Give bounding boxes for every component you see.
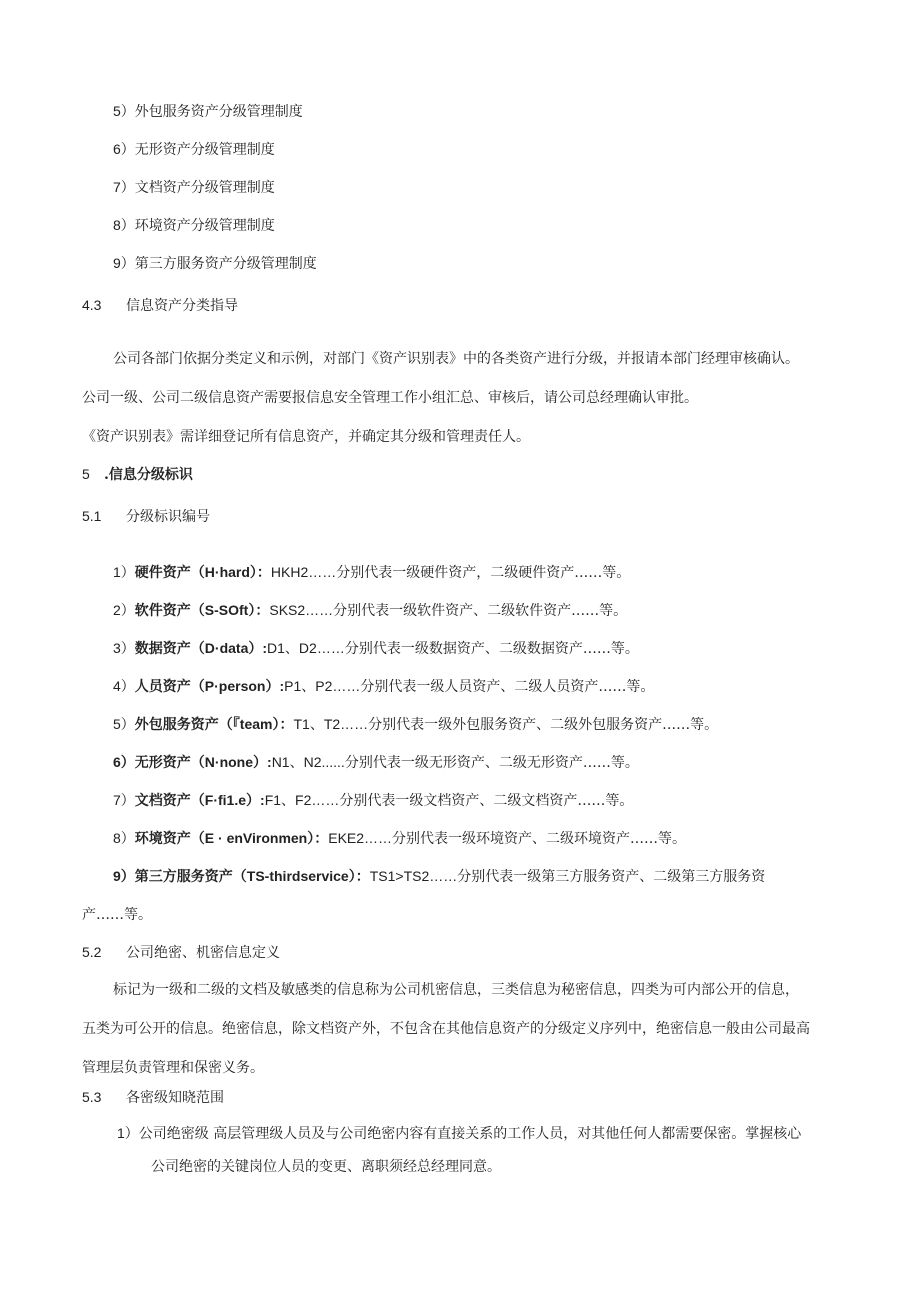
code-item: 7）文档资产（F·fi1.e）:F1、F2……分别代表一级文档资产、二级文档资产……等。 bbox=[113, 792, 634, 809]
paragraph-line: 标记为一级和二级的文档及敏感类的信息称为公司机密信息，三类信息为秘密信息，四类为可内部公开的信息， bbox=[113, 982, 799, 998]
code-item: 8）环境资产（E · enVironmen）：EKE2……分别代表一级环境资产、二级环境资产……等。 bbox=[113, 830, 687, 847]
paragraph-line: 五类为可公开的信息。绝密信息，除文档资产外，不包含在其他信息资产的分级定义序列中，绝密信息一般由公司最高 bbox=[82, 1021, 810, 1037]
list-item: 6）无形资产分级管理制度 bbox=[113, 141, 275, 158]
paragraph-line: 公司各部门依据分类定义和示例，对部门《资产识别表》中的各类资产进行分级，并报请本部门经理审核确认。 bbox=[113, 351, 799, 367]
section-heading-5-3: 5.3 各密级知晓范围 bbox=[82, 1089, 224, 1106]
code-item: 6）无形资产（N·none）:N1、N2......分别代表一级无形资产、二级无形资产……等。 bbox=[113, 754, 639, 771]
code-item: 9）第三方服务资产（TS-thirdservice）：TS1>TS2……分别代表一级第三方服务资产、二级第三方服务资 bbox=[113, 868, 766, 885]
paragraph-line: 《资产识别表》需详细登记所有信息资产，并确定其分级和管理责任人。 bbox=[82, 429, 530, 445]
section-heading-5-2: 5.2 公司绝密、机密信息定义 bbox=[82, 944, 280, 961]
list-item: 5）外包服务资产分级管理制度 bbox=[113, 103, 303, 120]
code-item: 3）数据资产（D·data）:D1、D2……分别代表一级数据资产、二级数据资产……等。 bbox=[113, 640, 639, 657]
code-item: 4）人员资产（P·person）:P1、P2……分别代表一级人员资产、二级人员资产……等。 bbox=[113, 678, 655, 695]
code-item: 2）软件资产（S-SOft）：SKS2……分别代表一级软件资产、二级软件资产……等。 bbox=[113, 602, 628, 619]
code-item: 5）外包服务资产（『team）：T1、T2……分别代表一级外包服务资产、二级外包服务资产……等。 bbox=[113, 716, 719, 733]
list-item: 9）第三方服务资产分级管理制度 bbox=[113, 255, 317, 272]
paragraph-line: 公司一级、公司二级信息资产需要报信息安全管理工作小组汇总、审核后，请公司总经理确认审批。 bbox=[82, 390, 698, 406]
section-heading-5-1: 5.1 分级标识编号 bbox=[82, 508, 210, 525]
list-item: 8）环境资产分级管理制度 bbox=[113, 217, 275, 234]
section-heading-5: 5 .信息分级标识 bbox=[82, 466, 193, 483]
section-heading-4-3: 4.3 信息资产分类指导 bbox=[82, 297, 238, 314]
code-item: 1）硬件资产（H·hard）：HKH2……分别代表一级硬件资产，二级硬件资产……等。 bbox=[113, 564, 631, 581]
paragraph-line: 管理层负责管理和保密义务。 bbox=[82, 1060, 264, 1076]
list-item: 7）文档资产分级管理制度 bbox=[113, 179, 275, 196]
code-item-continuation: 产……等。 bbox=[82, 907, 152, 923]
list-item-continuation: 公司绝密的关键岗位人员的变更、离职须经总经理同意。 bbox=[151, 1159, 501, 1175]
list-item: 1）公司绝密级 高层管理级人员及与公司绝密内容有直接关系的工作人员，对其他任何人都需要保密。掌握核心 bbox=[117, 1125, 802, 1142]
